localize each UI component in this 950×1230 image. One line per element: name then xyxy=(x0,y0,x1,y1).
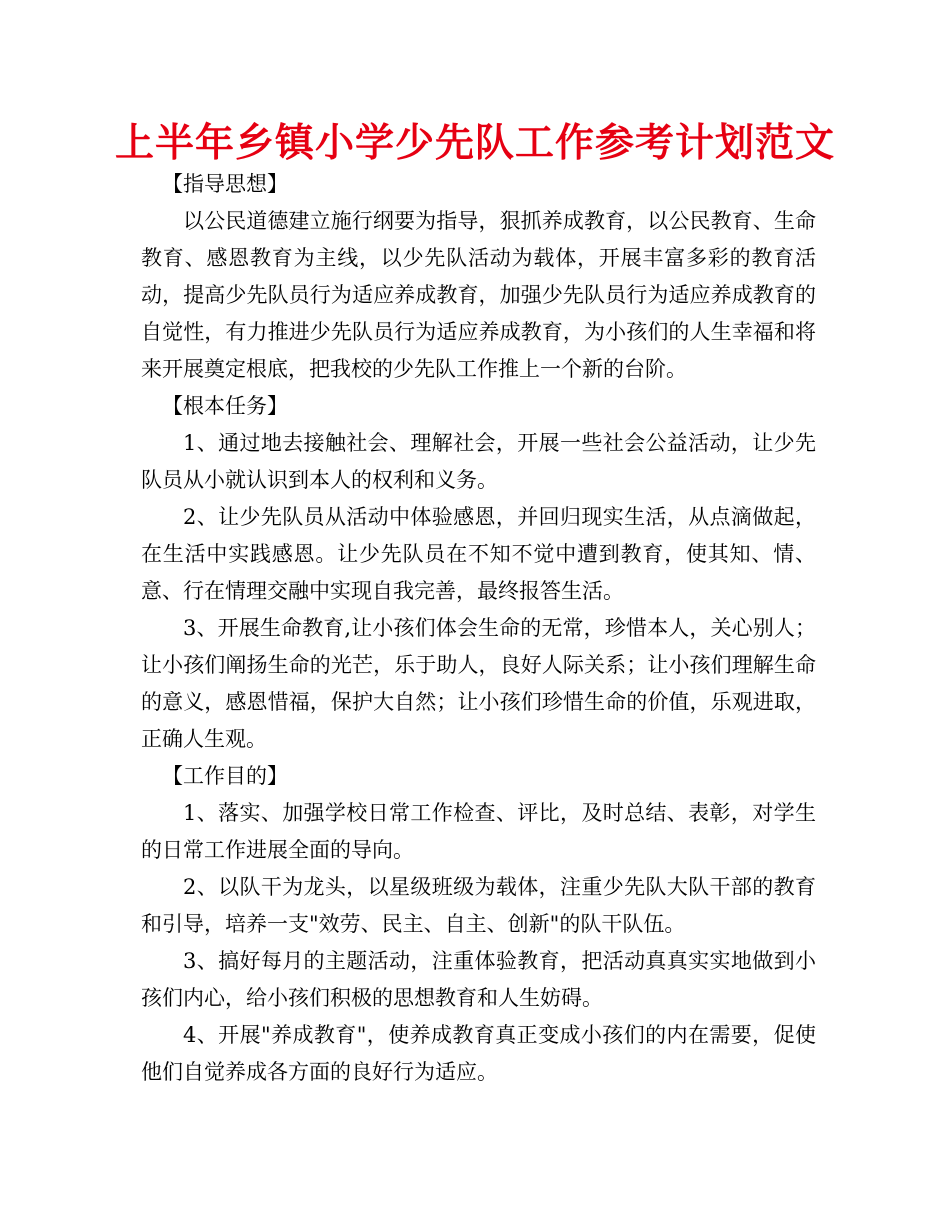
paragraph-task-3: 3、开展生命教育,让小孩们体会生命的无常，珍惜本人，关心别人；让小孩们阐扬生命的光芒，乐于助人，良好人际关系；让小孩们理解生命的意义，感恩惜福，保护大自然；让小孩们珍惜生命的价值，乐观进取，正确人生观。 xyxy=(141,616,816,751)
paragraph-task-2: 2、让少先队员从活动中体验感恩，并回归现实生活，从点滴做起，在生活中实践感恩。让少先队员在不知不觉中遭到教育，使其知、情、意、行在情理交融中实现自我完善，最终报答生活。 xyxy=(141,505,816,603)
paragraph-goal-4: 4、开展"养成教育"，使养成教育真正变成小孩们的内在需要，促使他们自觉养成各方面的良好行为适应。 xyxy=(141,1023,816,1084)
section-heading-work-goals: 【工作目的】 xyxy=(162,764,288,788)
section-heading-basic-tasks: 【根本任务】 xyxy=(162,394,288,418)
paragraph-goal-1: 1、落实、加强学校日常工作检查、评比，及时总结、表彰，对学生的日常工作进展全面的导向。 xyxy=(141,801,816,862)
section-heading-guiding-ideology: 【指导思想】 xyxy=(162,172,288,196)
paragraph-task-1: 1、通过地去接触社会、理解社会，开展一些社会公益活动，让少先队员从小就认识到本人的权利和义务。 xyxy=(141,431,816,492)
paragraph-goal-2: 2、以队干为龙头，以星级班级为载体，注重少先队大队干部的教育和引导，培养一支"效劳、民主、自主、创新"的队干队伍。 xyxy=(141,875,816,936)
document-title: 上半年乡镇小学少先队工作参考计划范文 xyxy=(114,121,835,166)
document-body xyxy=(141,166,816,1091)
paragraph-goal-3: 3、搞好每月的主题活动，注重体验教育，把活动真真实实地做到小孩们内心，给小孩们积极的思想教育和人生妨碍。 xyxy=(141,949,816,1010)
paragraph-guiding-ideology: 以公民道德建立施行纲要为指导，狠抓养成教育，以公民教育、生命教育、感恩教育为主线，以少先队活动为载体，开展丰富多彩的教育活动，提高少先队员行为适应养成教育，加强少先队员行为适应养成教育的自觉性，有力推进少先队员行为适应养成教育，为小孩们的人生幸福和将来开展奠定根底，把我校的少先队工作推上一个新的台阶。 xyxy=(141,209,816,381)
